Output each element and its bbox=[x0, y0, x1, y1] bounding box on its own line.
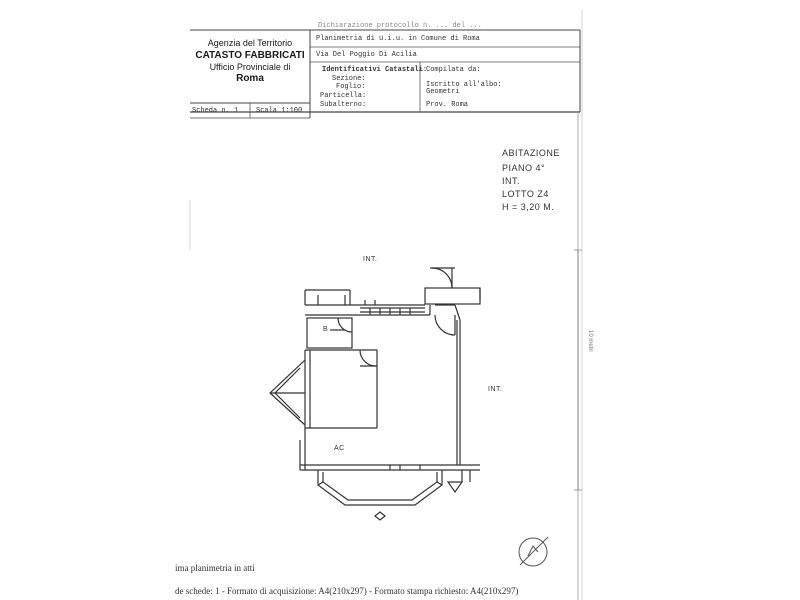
identificativi-title: Identificativi Catastali: bbox=[322, 66, 428, 74]
compilata-label: Compilata da: bbox=[426, 66, 481, 74]
footer-line-1: ima planimetria in atti bbox=[175, 563, 255, 573]
iscritto-label: Iscritto all'albo: bbox=[426, 81, 502, 89]
office-line-3: Ufficio Provinciale di bbox=[209, 62, 291, 72]
scheda-label: Scheda n. 1 bbox=[192, 107, 239, 115]
info-line-1: ABITAZIONE bbox=[502, 148, 560, 158]
particella-label: Particella: bbox=[320, 92, 367, 100]
label-b: B bbox=[323, 326, 329, 333]
foglio-label: Foglio: bbox=[336, 83, 366, 91]
geometri-label: Geometri bbox=[426, 88, 460, 96]
info-line-4: LOTTO Z4 bbox=[502, 189, 549, 199]
info-line-2: PIANO 4° bbox=[502, 163, 546, 173]
footer-line-2: de schede: 1 - Formato di acquisizione: A4(210x297) - Formato stampa richiesto: A4(210x297) bbox=[175, 586, 519, 596]
faded-top-text: Dichiarazione protocollo n. ... del ... bbox=[318, 22, 482, 30]
scala-label: Scala 1:100 bbox=[256, 107, 303, 115]
office-line-4: Roma bbox=[236, 73, 264, 84]
info-line-3: INT. bbox=[502, 176, 521, 186]
office-line-1: Agenzia del Territorio bbox=[207, 38, 293, 48]
subalterno-label: Subalterno: bbox=[320, 101, 367, 109]
planimetria-text: Planimetria di u.i.u. in Comune di Roma bbox=[316, 35, 480, 43]
prov-label: Prov. Roma bbox=[426, 101, 469, 109]
label-int-right: INT. bbox=[488, 386, 503, 393]
label-ac: AC bbox=[334, 445, 345, 452]
address-text: Via Del Poggio Di Acilia bbox=[316, 51, 417, 59]
sezione-label: Sezione: bbox=[332, 75, 366, 83]
label-int-top: INT. bbox=[363, 256, 378, 263]
info-line-5: H = 3,20 M. bbox=[502, 202, 555, 212]
side-dimension: 10 metri bbox=[587, 330, 593, 352]
office-line-2: CATASTO FABBRICATI bbox=[195, 50, 305, 61]
